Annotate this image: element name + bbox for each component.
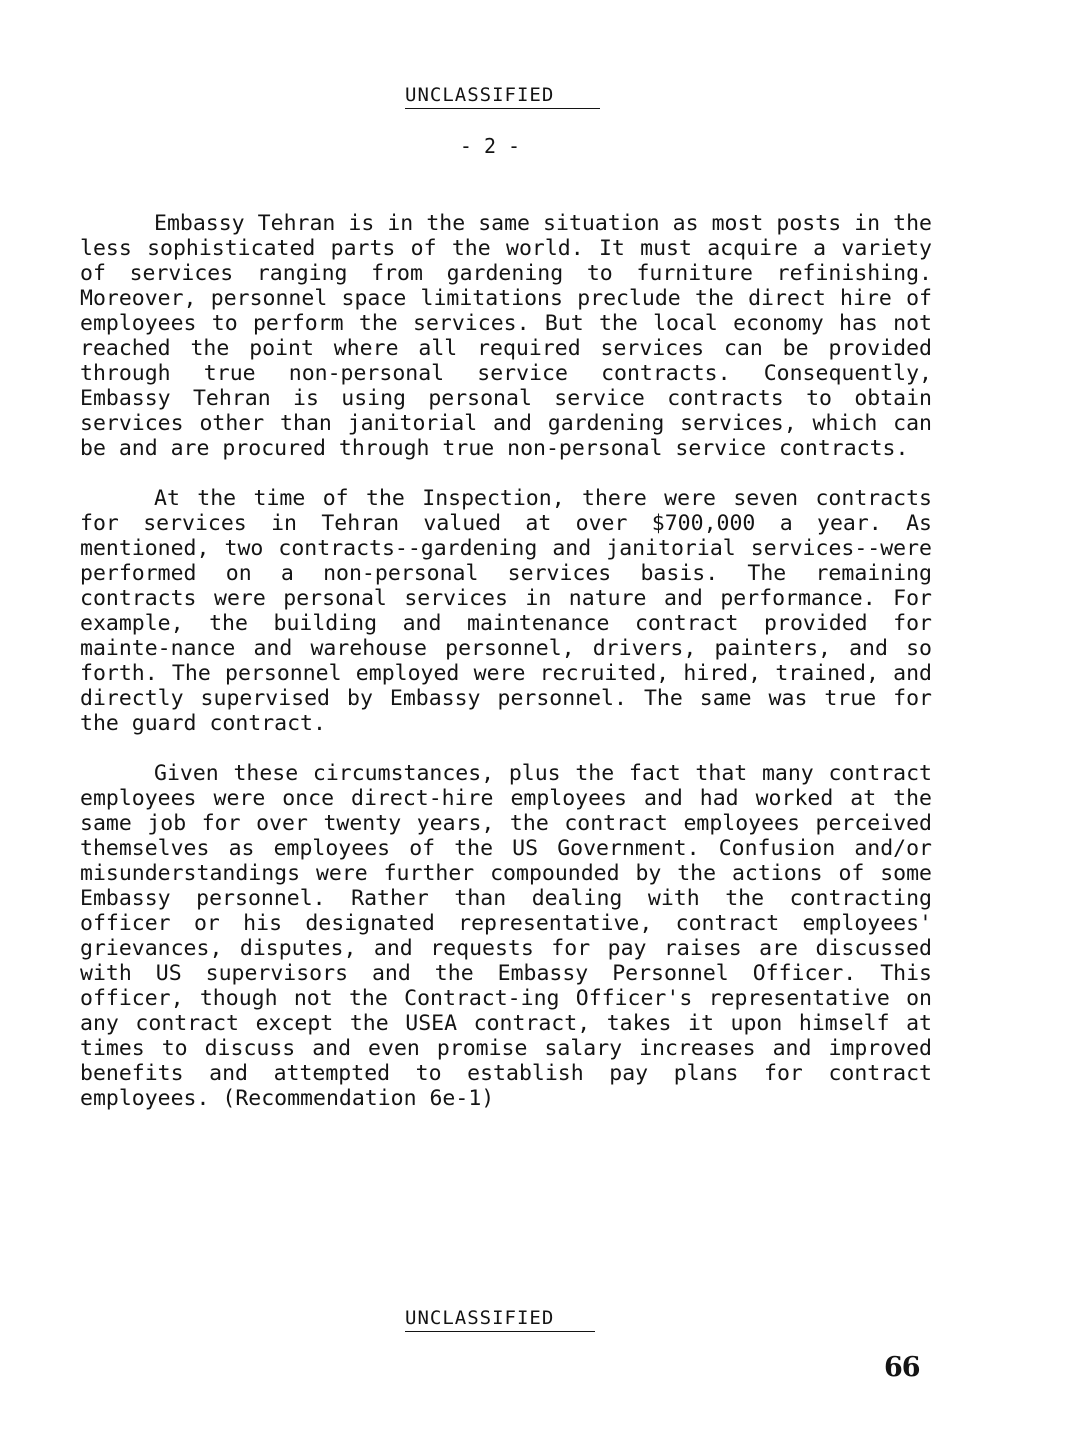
footer-classification: UNCLASSIFIED — [405, 1307, 595, 1332]
stamped-page-number: 66 — [884, 1352, 920, 1383]
page-marker: - 2 - — [459, 134, 521, 158]
paragraph-2: At the time of the Inspection, there were seven contracts for services in Tehran valued at over $700,000 a year. As mentioned, two contracts--gardening and janitorial services--were performed on a non-personal services basis. The remaining contracts were personal services in nature and performance. For example, the building and maintenance contract provided for mainte-nance and warehouse personnel, drivers, painters, and so forth. The personnel employed were recruited, hired, trained, and directly supervised by Embassy personnel. The same was true for the guard contract. — [80, 486, 932, 736]
header-classification: UNCLASSIFIED — [405, 84, 600, 109]
document-body — [80, 211, 932, 1136]
paragraph-3: Given these circumstances, plus the fact that many contract employees were once direct-hire employees and had worked at the same job for over twenty years, the contract employees perceived themselves as employees of the US Government. Confusion and/or misunderstandings were further compounded by the actions of some Embassy personnel. Rather than dealing with the contracting officer or his designated representative, contract employees' grievances, disputes, and requests for pay raises are discussed with US supervisors and the Embassy Personnel Officer. This officer, though not the Contract-ing Officer's representative on any contract except the USEA contract, takes it upon himself at times to discuss and even promise salary increases and improved benefits and attempted to establish pay plans for contract employees. (Recommendation 6e-1) — [80, 761, 932, 1111]
paragraph-1: Embassy Tehran is in the same situation as most posts in the less sophisticated parts of the world. It must acquire a variety of services ranging from gardening to furniture refinishing. Moreover, personnel space limitations preclude the direct hire of employees to perform the services. But the local economy has not reached the point where all required services can be provided through true non-personal service contracts. Consequently, Embassy Tehran is using personal service contracts to obtain services other than janitorial and gardening services, which can be and are procured through true non-personal service contracts. — [80, 211, 932, 461]
